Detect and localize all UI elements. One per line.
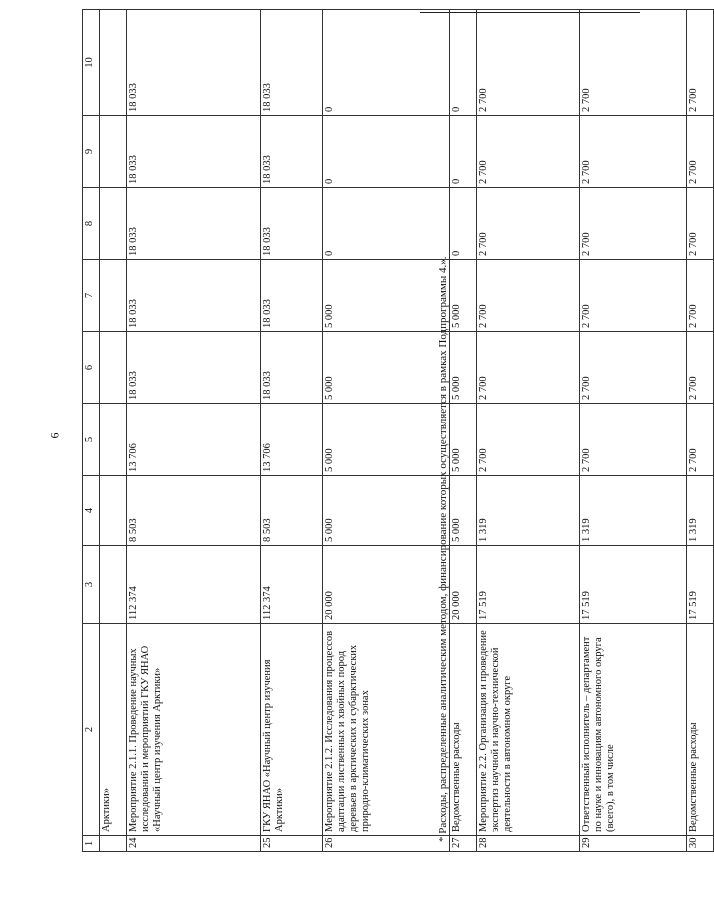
- page-number: 6: [47, 432, 62, 439]
- budget-table-sheet: [82, 30, 714, 852]
- value-cell: 2 700: [477, 188, 580, 260]
- value-cell: 2 700: [477, 10, 580, 116]
- value-cell: 0: [322, 10, 449, 116]
- description-cell: Ведомственные расходы: [686, 624, 714, 836]
- value-cell: 13 706: [127, 404, 261, 476]
- value-cell: 2 700: [580, 332, 686, 404]
- value-cell: 0: [449, 116, 476, 188]
- value-cell: 2 700: [580, 116, 686, 188]
- header-cell: 7: [83, 260, 100, 332]
- value-cell: [100, 476, 127, 546]
- value-cell: 0: [449, 188, 476, 260]
- value-cell: 2 700: [580, 260, 686, 332]
- value-cell: 18 033: [127, 332, 261, 404]
- value-cell: 18 033: [127, 260, 261, 332]
- value-cell: [100, 260, 127, 332]
- value-cell: [100, 546, 127, 624]
- value-cell: 0: [322, 188, 449, 260]
- value-cell: 112 374: [127, 546, 261, 624]
- table-row: [261, 10, 323, 852]
- value-cell: 18 033: [127, 188, 261, 260]
- value-cell: 5 000: [449, 404, 476, 476]
- value-cell: 17 519: [686, 546, 714, 624]
- header-row: [83, 10, 100, 852]
- header-cell: 8: [83, 188, 100, 260]
- row-number-cell: 25: [261, 836, 323, 852]
- value-cell: 18 033: [261, 10, 323, 116]
- value-cell: 18 033: [127, 116, 261, 188]
- value-cell: 1 319: [686, 476, 714, 546]
- value-cell: 1 319: [580, 476, 686, 546]
- header-cell: 4: [83, 476, 100, 546]
- value-cell: 18 033: [261, 116, 323, 188]
- value-cell: 13 706: [261, 404, 323, 476]
- table-row: [449, 10, 476, 852]
- header-cell: 10: [83, 10, 100, 116]
- row-number-cell: 28: [477, 836, 580, 852]
- value-cell: 18 033: [261, 260, 323, 332]
- description-cell: ГКУ ЯНАО «Научный центр изучения Арктики»: [261, 624, 323, 836]
- description-cell: Мероприятие 2.2. Организация и проведение экспертиз научной и научно-технической деятельности в автономном округе: [477, 624, 580, 836]
- row-number-cell: 26: [322, 836, 449, 852]
- value-cell: 2 700: [686, 404, 714, 476]
- value-cell: 20 000: [449, 546, 476, 624]
- value-cell: 20 000: [322, 546, 449, 624]
- header-cell: 5: [83, 404, 100, 476]
- table-row: [322, 10, 449, 852]
- description-cell: Ответственный исполнитель – департамент по науке и инновациям автономного округа (всего), в том числе: [580, 624, 686, 836]
- value-cell: 5 000: [322, 260, 449, 332]
- value-cell: 2 700: [477, 332, 580, 404]
- header-cell: 6: [83, 332, 100, 404]
- value-cell: [100, 332, 127, 404]
- value-cell: 18 033: [261, 332, 323, 404]
- description-cell: Ведомственные расходы: [449, 624, 476, 836]
- value-cell: 2 700: [580, 10, 686, 116]
- row-number-cell: 24: [127, 836, 261, 852]
- value-cell: 8 503: [261, 476, 323, 546]
- value-cell: 2 700: [686, 188, 714, 260]
- value-cell: 18 033: [127, 10, 261, 116]
- value-cell: 2 700: [686, 116, 714, 188]
- value-cell: 5 000: [449, 260, 476, 332]
- table-row: [127, 10, 261, 852]
- value-cell: [100, 188, 127, 260]
- table-row: [477, 10, 580, 852]
- value-cell: 2 700: [686, 10, 714, 116]
- value-cell: 17 519: [477, 546, 580, 624]
- value-cell: 1 319: [477, 476, 580, 546]
- row-number-cell: 27: [449, 836, 476, 852]
- header-cell: 9: [83, 116, 100, 188]
- value-cell: 5 000: [449, 332, 476, 404]
- description-cell: Арктики»: [100, 624, 127, 836]
- value-cell: 5 000: [449, 476, 476, 546]
- value-cell: 0: [322, 116, 449, 188]
- value-cell: [100, 404, 127, 476]
- table-row: [100, 10, 127, 852]
- header-cell: 3: [83, 546, 100, 624]
- value-cell: 5 000: [322, 476, 449, 546]
- table-row: [686, 10, 714, 852]
- row-number-cell: [100, 836, 127, 852]
- value-cell: [100, 116, 127, 188]
- value-cell: 2 700: [686, 260, 714, 332]
- footnote: * Расходы, распределенные аналитическим методом, финансирование которых осуществляется в рамках Подпрограммы 4.».: [437, 256, 449, 842]
- description-cell: Мероприятие 2.1.2. Исследования процессов адаптации лиственных и хвойных пород деревьев в арктических и субарктических природно-климатических зонах: [322, 624, 449, 836]
- value-cell: 112 374: [261, 546, 323, 624]
- table-row: [580, 10, 686, 852]
- budget-table: [82, 9, 714, 852]
- value-cell: 5 000: [322, 332, 449, 404]
- row-number-cell: 29: [580, 836, 686, 852]
- value-cell: 18 033: [261, 188, 323, 260]
- value-cell: [100, 10, 127, 116]
- row-number-cell: 30: [686, 836, 714, 852]
- value-cell: 2 700: [477, 260, 580, 332]
- value-cell: 5 000: [322, 404, 449, 476]
- value-cell: 2 700: [580, 188, 686, 260]
- value-cell: 17 519: [580, 546, 686, 624]
- value-cell: 2 700: [580, 404, 686, 476]
- value-cell: 2 700: [477, 116, 580, 188]
- description-cell: Мероприятие 2.1.1. Проведение научных исследований и мероприятий ГКУ ЯНАО «Научный центр изучения Арктики»: [127, 624, 261, 836]
- value-cell: 8 503: [127, 476, 261, 546]
- value-cell: 2 700: [686, 332, 714, 404]
- header-cell: 2: [83, 624, 100, 836]
- header-cell: 1: [83, 836, 100, 852]
- value-cell: 0: [449, 10, 476, 116]
- value-cell: 2 700: [477, 404, 580, 476]
